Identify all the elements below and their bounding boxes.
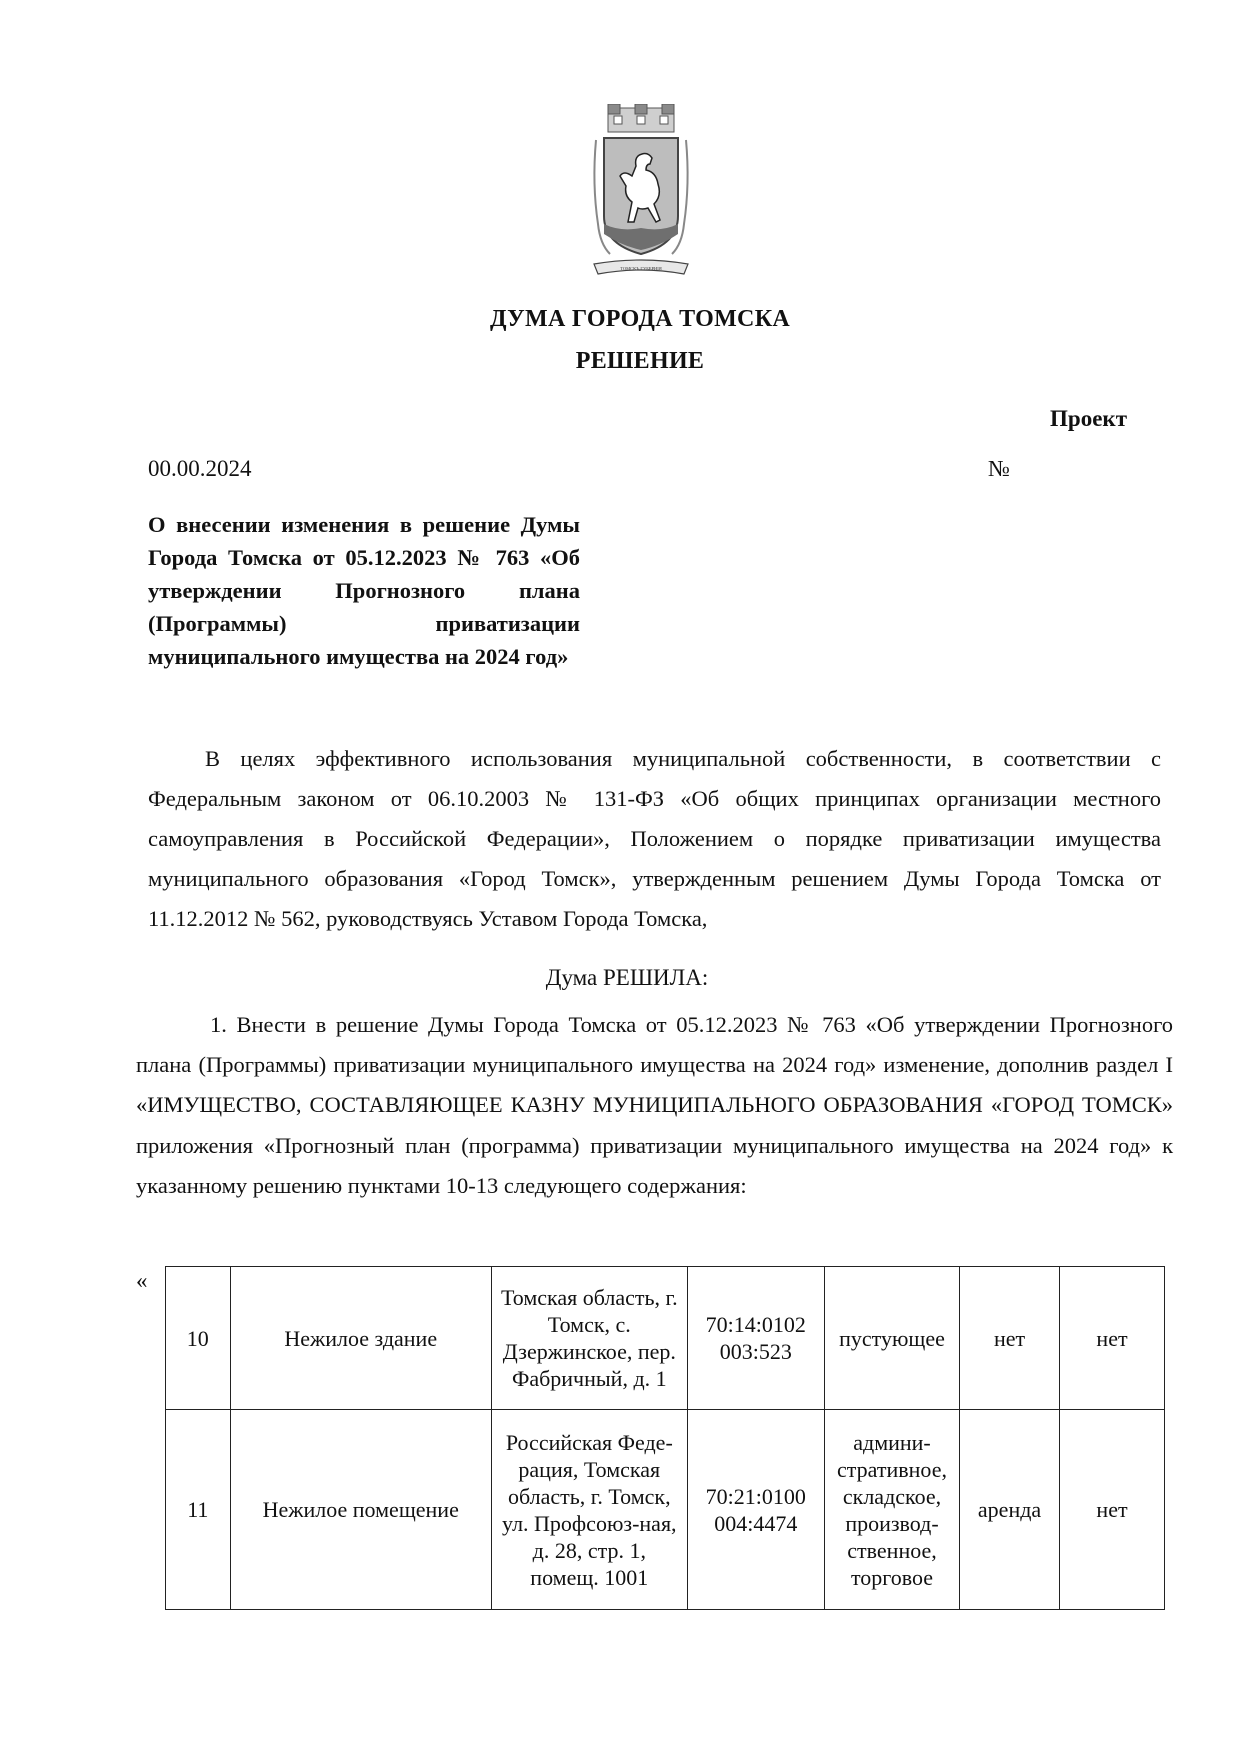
draft-status-label: Проект (1050, 406, 1127, 431)
preamble-paragraph: В целях эффективного использования муниципальной собственности, в соответствии с Федеральным законом от 06.10.2003 № 131-ФЗ «Об общих принципах организации местного самоуправления в Российской Федерации», Положением о порядке приватизации имущества муниципального образования «Город Томск», утвержденным решением Думы Города Томска от 11.12.2012 № 562, руководствуясь Уставом Города Томска, (148, 746, 1161, 931)
item-1-paragraph: 1. Внести в решение Думы Города Томска от 05.12.2023 № 763 «Об утверждении Прогнозного плана (Программы) приватизации муниципального имущества на 2024 год» изменение, дополнив раздел I «ИМУЩЕСТВО, СОСТАВЛЯЮЩЕЕ КАЗНУ МУНИЦИПАЛЬНОГО ОБРАЗОВАНИЯ «ГОРОД ТОМСК» приложения «Прогнозный план (программа) приватизации муниципального имущества на 2024 год» к указанному решению пунктами 10-13 следующего содержания: (136, 1012, 1173, 1198)
table-row (166, 1267, 1165, 1410)
organization-title: ДУМА ГОРОДА ТОМСКА (489, 306, 791, 332)
objects-cell: нет (1060, 1410, 1165, 1610)
encumbrance-cell: аренда (960, 1410, 1060, 1610)
svg-text:ТОМСКЪ ГУБЕРНІЯ: ТОМСКЪ ГУБЕРНІЯ (620, 266, 662, 271)
object-name-cell: Нежилое помещение (230, 1410, 491, 1610)
document-type: РЕШЕНИЕ (575, 348, 705, 374)
document-number: № (988, 456, 1010, 481)
table-row (166, 1410, 1165, 1610)
cadastral-number-cell: 70:14:0102 003:523 (687, 1267, 824, 1410)
resolution-heading: Дума РЕШИЛА: (545, 965, 709, 990)
document-date: 00.00.2024 (148, 456, 252, 481)
cadastral-number-cell: 70:21:0100 004:4474 (687, 1410, 824, 1610)
row-number-cell: 11 (166, 1410, 231, 1610)
tomsk-coat-of-arms-icon (590, 104, 692, 280)
address-cell: Томская область, г. Томск, с. Дзержинское, пер. Фабричный, д. 1 (491, 1267, 687, 1410)
object-name-cell: Нежилое здание (230, 1267, 491, 1410)
privatization-table (165, 1266, 1165, 1610)
usage-cell: пустующее (824, 1267, 959, 1410)
document-subject: О внесении изменения в решение Думы Города Томска от 05.12.2023 № 763 «Об утверждении Прогнозного плана (Программы) приватизации муниципального имущества на 2024 год» (148, 512, 580, 669)
objects-cell: нет (1060, 1267, 1165, 1410)
row-number-cell: 10 (166, 1267, 231, 1410)
address-cell: Российская Феде-рация, Томская область, г. Томск, ул. Профсоюз-ная, д. 28, стр. 1, помещ. 1001 (491, 1410, 687, 1610)
usage-cell: админи-стративное, складское, производ-ственное, торговое (824, 1410, 959, 1610)
quote-open-mark: « (136, 1268, 148, 1293)
encumbrance-cell: нет (960, 1267, 1060, 1410)
